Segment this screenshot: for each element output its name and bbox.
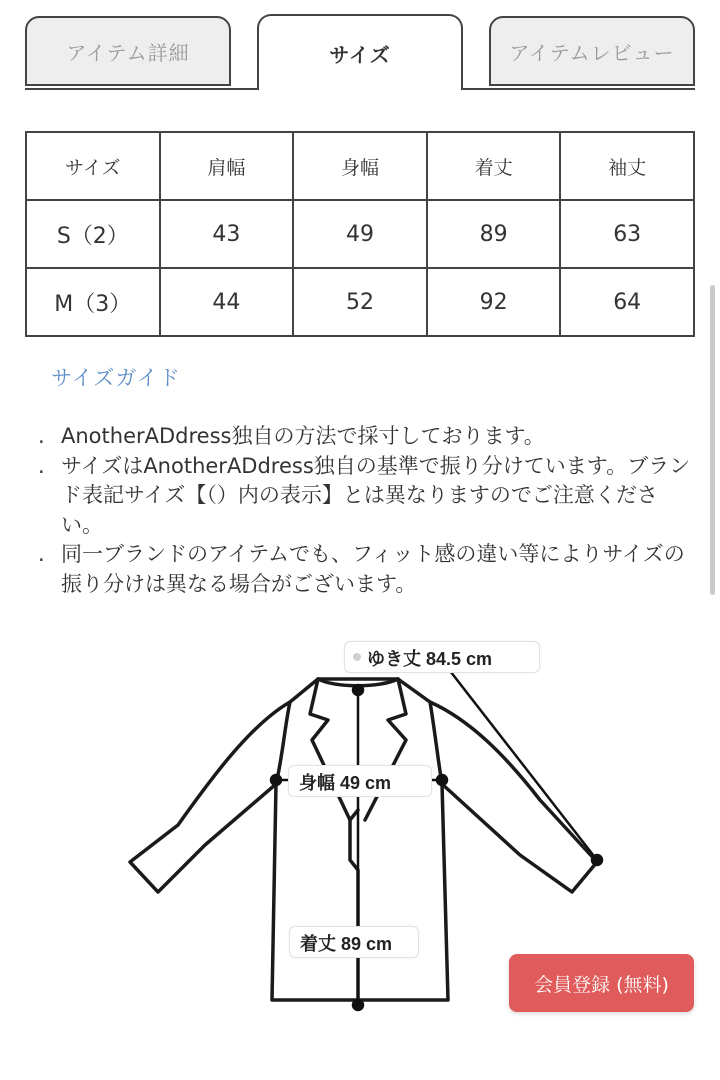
list-item: [36, 452, 696, 541]
table-header-row: [26, 132, 694, 200]
scrollbar[interactable]: [710, 285, 715, 595]
sleeve-length-label: [344, 641, 540, 673]
body-width-left-dot: [271, 775, 281, 785]
size-table: [25, 131, 695, 337]
jacket-measurement-diagram: [0, 630, 720, 1080]
header-size: サイズ: [26, 132, 160, 200]
note-text: AnotherADdress独自の方法で採寸しております。: [61, 424, 545, 448]
tab-bar: [25, 14, 695, 90]
jacket-left-lapel: [310, 679, 358, 820]
table-cell: M（3）: [26, 268, 160, 336]
note-text: サイズはAnotherADdress独自の基準で振り分けています。ブランド表記サイズ【（）内の表示】とは異なりますのでご注意ください。: [61, 453, 691, 537]
table-cell: S（2）: [26, 200, 160, 268]
bullet: .: [38, 542, 45, 566]
tab-size[interactable]: サイズ: [257, 14, 463, 90]
length-label: [289, 926, 419, 958]
sleeve-end-dot: [592, 855, 602, 865]
table-cell: 43: [160, 200, 294, 268]
header-shoulder-width: 肩幅: [160, 132, 294, 200]
table-cell: 52: [293, 268, 427, 336]
bullet: .: [38, 424, 45, 448]
list-item: [36, 422, 696, 452]
size-notes: [36, 422, 696, 599]
note-text: 同一ブランドのアイテムでも、フィット感の違い等によりサイズの振り分けは異なる場合がございます。: [61, 542, 685, 596]
jacket-illustration: [0, 630, 720, 1080]
sleeve-length-text: ゆき丈 84.5 cm: [367, 649, 493, 669]
table-cell: 92: [427, 268, 561, 336]
table-cell: 49: [293, 200, 427, 268]
bullet: .: [38, 453, 45, 478]
table-row: [26, 200, 694, 268]
size-guide-link[interactable]: サイズガイド: [51, 366, 181, 390]
table-cell: 44: [160, 268, 294, 336]
body-width-right-dot: [437, 775, 447, 785]
body-width-label: [288, 765, 432, 797]
tab-item-details[interactable]: アイテム詳細: [25, 16, 231, 86]
length-top-dot: [353, 685, 363, 695]
table-cell: 63: [560, 200, 694, 268]
table-cell: 89: [427, 200, 561, 268]
header-sleeve-length: 袖丈: [560, 132, 694, 200]
length-bottom-dot: [353, 1000, 363, 1010]
sleeve-start-dot: [353, 653, 361, 661]
header-length: 着丈: [427, 132, 561, 200]
body-width-text: 身幅 49 cm: [299, 773, 392, 793]
tab-item-review[interactable]: アイテムレビュー: [489, 16, 695, 86]
table-row: [26, 268, 694, 336]
register-button[interactable]: 会員登録 (無料): [509, 954, 694, 1012]
table-cell: 64: [560, 268, 694, 336]
header-body-width: 身幅: [293, 132, 427, 200]
sleeve-line: [440, 658, 597, 860]
length-text: 着丈 89 cm: [300, 934, 393, 954]
list-item: [36, 540, 696, 599]
jacket-right-lapel: [365, 679, 406, 820]
